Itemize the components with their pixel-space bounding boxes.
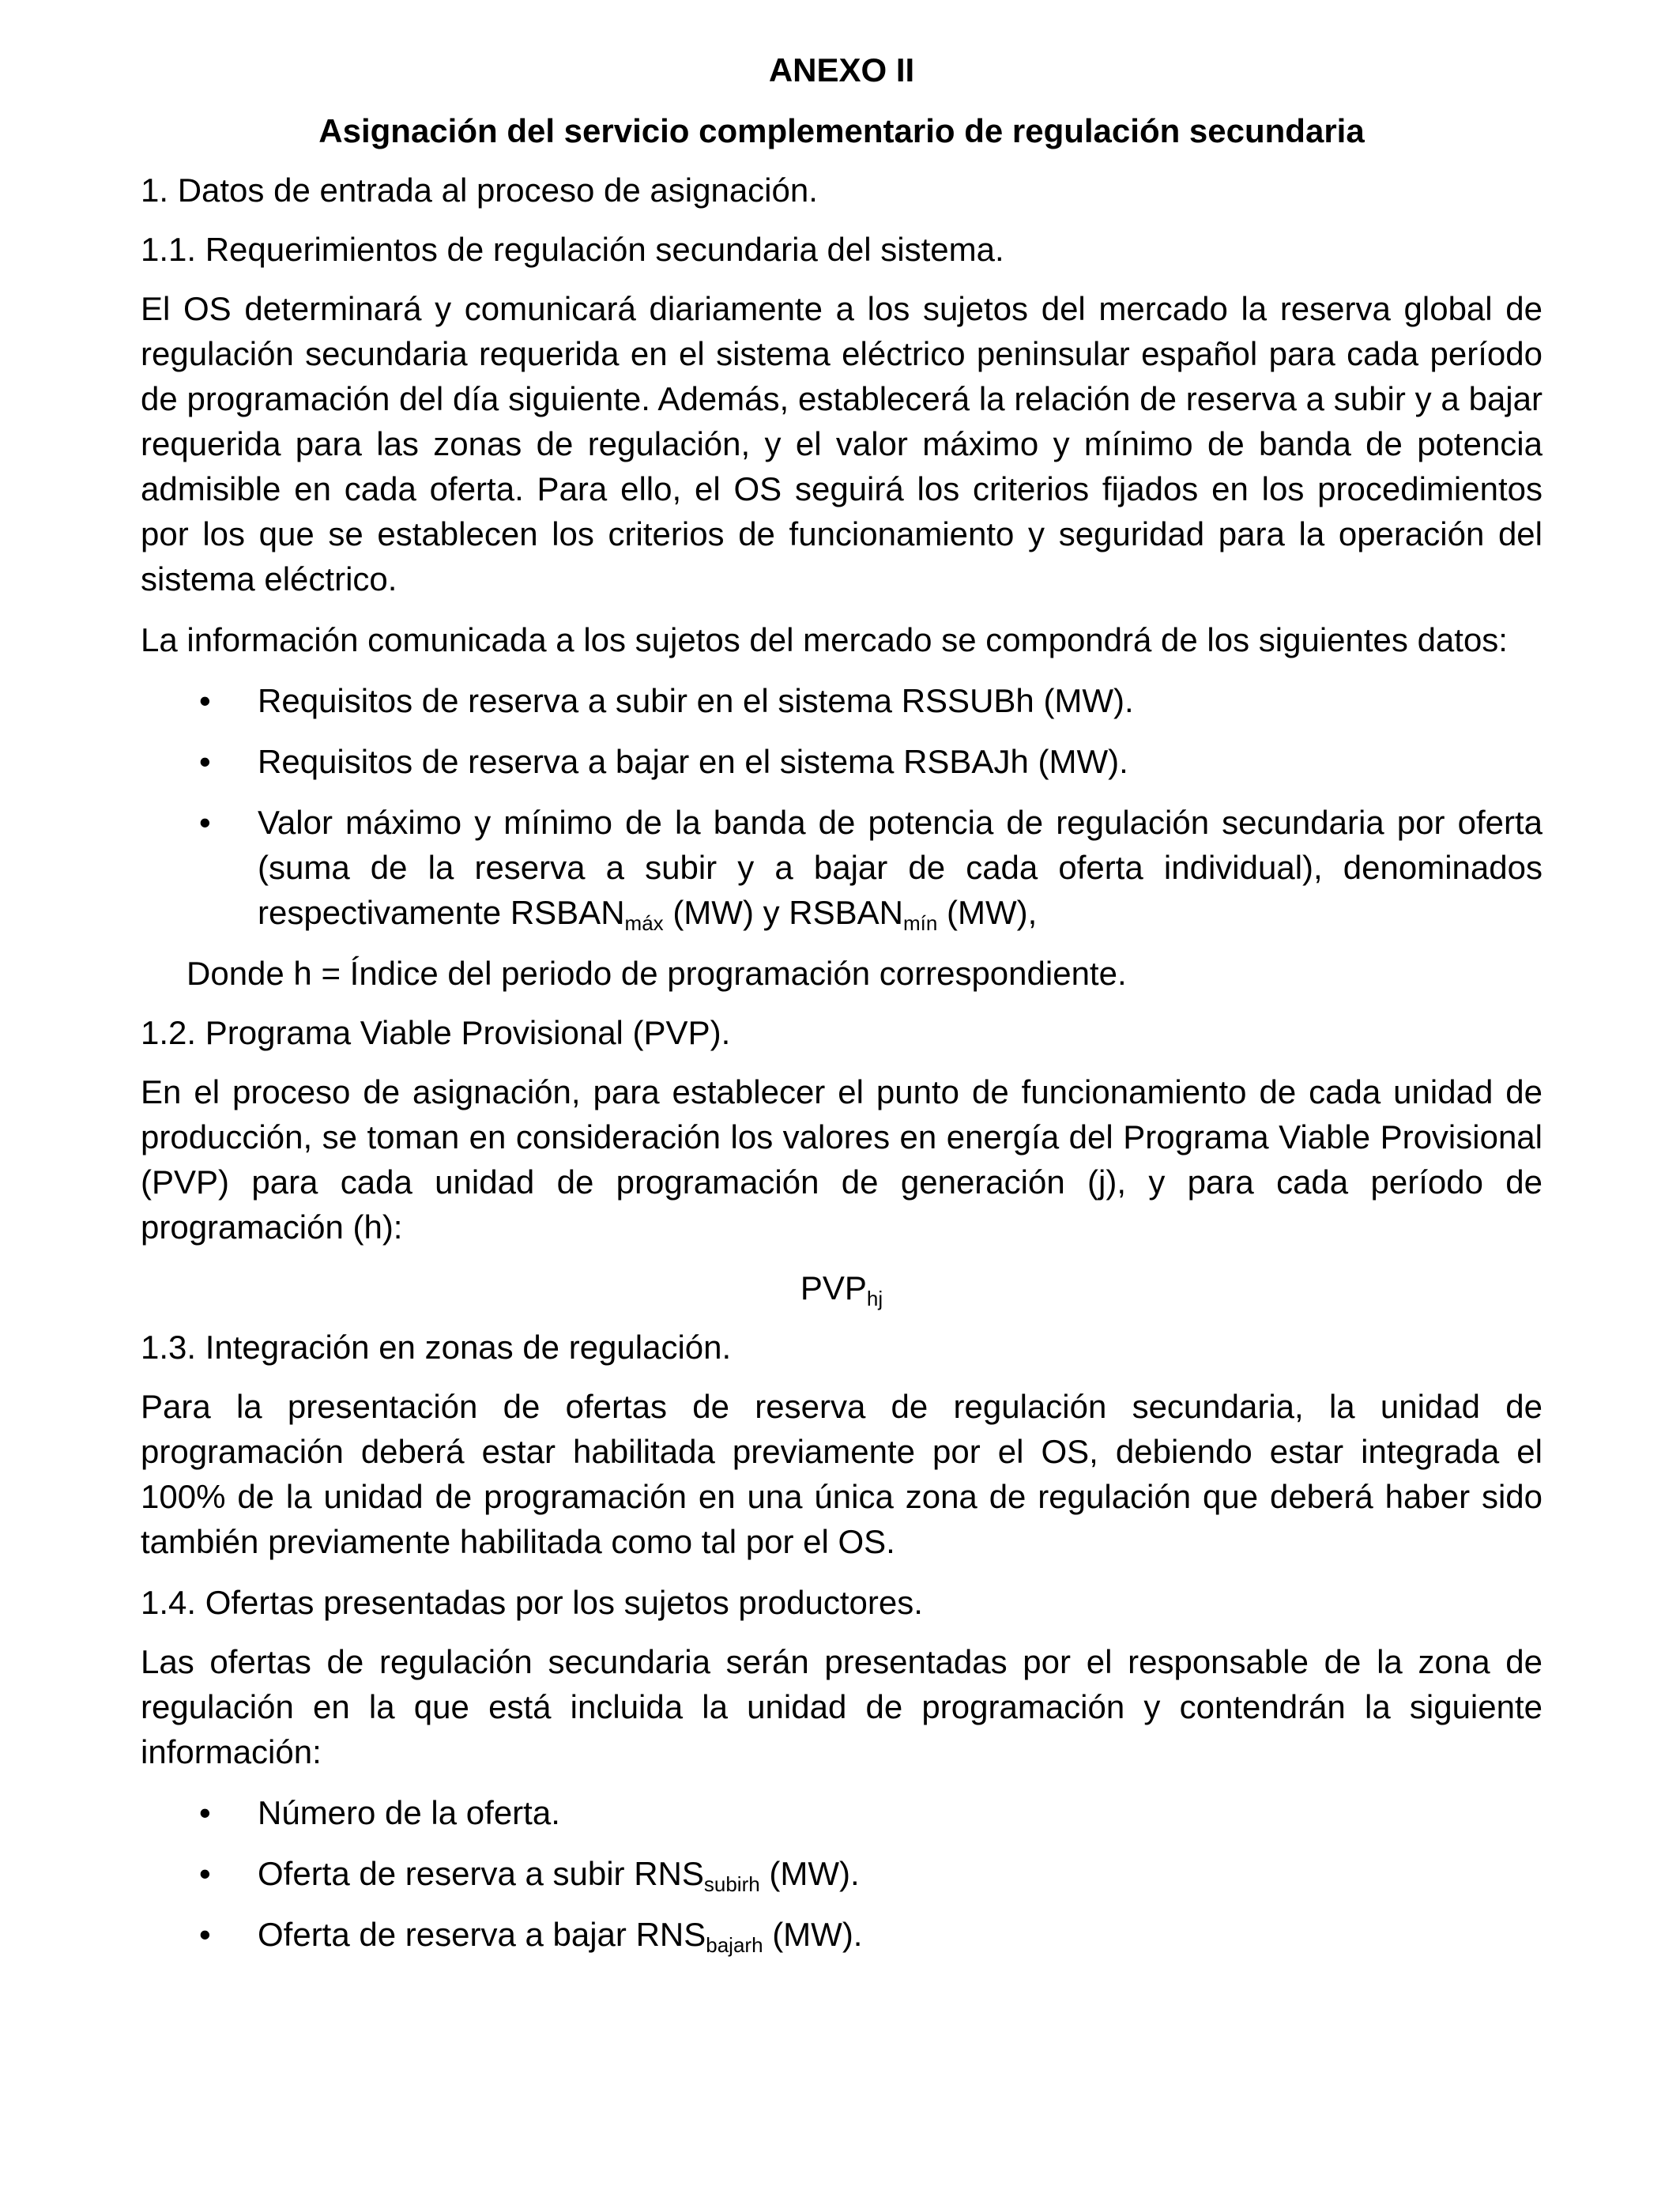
requirements-list	[141, 678, 1543, 935]
bullet-icon: •	[199, 743, 211, 780]
list-item	[141, 739, 1543, 784]
document-title: ANEXO II	[768, 51, 915, 89]
list-item	[141, 678, 1543, 723]
offer-contents-list	[141, 1790, 1543, 1957]
bullet-icon: •	[199, 1916, 211, 1953]
section-heading-1-1: 1.1. Requerimientos de regulación secundaria del sistema.	[141, 231, 1004, 268]
paragraph-offers: Las ofertas de regulación secundaria serán presentadas por el responsable de la zona de regulación en la que está incluida la unidad de programación y contendrán la siguiente información:	[141, 1643, 1543, 1770]
list-item	[141, 1790, 1543, 1835]
formula-base: PVP	[800, 1269, 867, 1306]
bullet-icon: •	[199, 804, 211, 841]
formula-subscript: hj	[866, 1287, 883, 1310]
list-item-text: Requisitos de reserva a bajar en el sistema RSBAJh (MW).	[258, 743, 1128, 780]
list-item-text-b: (MW).	[759, 1855, 860, 1892]
document-page	[141, 47, 1543, 1973]
section-heading-1: 1. Datos de entrada al proceso de asignación.	[141, 172, 818, 209]
section-heading-1-2: 1.2. Programa Viable Provisional (PVP).	[141, 1014, 731, 1051]
list-item-text-b: (MW).	[763, 1916, 863, 1953]
bullet-icon: •	[199, 682, 211, 719]
paragraph-information-communicated: La información comunicada a los sujetos del mercado se compondrá de los siguientes datos:	[141, 621, 1508, 658]
bullet-icon: •	[199, 1855, 211, 1892]
section-heading-1-4: 1.4. Ofertas presentadas por los sujetos productores.	[141, 1584, 923, 1621]
list-item	[141, 1851, 1543, 1896]
subscript-max: máx	[624, 911, 664, 935]
list-item	[141, 800, 1543, 935]
list-item-text-c: (MW),	[937, 894, 1038, 931]
paragraph-regulation-zones: Para la presentación de ofertas de reserva de regulación secundaria, la unidad de programación deberá estar habilitada previamente por el OS, debiendo estar integrada el 100% de la unidad de programación en una única zona de regulación que deberá haber sido también previamente habilitada como tal por el OS.	[141, 1388, 1543, 1560]
paragraph-pvp: En el proceso de asignación, para establecer el punto de funcionamiento de cada unidad de producción, se toman en consideración los valores en energía del Programa Viable Provisional (PVP) para cada unidad de programación de generación (j), y para cada período de programación (h):	[141, 1073, 1543, 1246]
subscript-bajar: bajarh	[706, 1933, 763, 1957]
list-item-text-a: Oferta de reserva a subir RNS	[258, 1855, 704, 1892]
index-note: Donde h = Índice del periodo de programación correspondiente.	[186, 955, 1127, 992]
paragraph-reserve-requirements: El OS determinará y comunicará diariamente a los sujetos del mercado la reserva global de regulación secundaria requerida en el sistema eléctrico peninsular español para cada período de programación del día siguiente. Además, establecerá la relación de reserva a subir y a bajar requerida para las zonas de regulación, y el valor máximo y mínimo de banda de potencia admisible en cada oferta. Para ello, el OS seguirá los criterios fijados en los procedimientos por los que se establecen los criterios de funcionamiento y seguridad para la operación del sistema eléctrico.	[141, 290, 1543, 598]
subscript-min: mín	[902, 911, 938, 935]
list-item	[141, 1912, 1543, 1957]
section-heading-1-3: 1.3. Integración en zonas de regulación.	[141, 1329, 732, 1366]
list-item-text: Número de la oferta.	[258, 1794, 560, 1831]
list-item-text-a: Valor máximo y mínimo de la banda de potencia de regulación secundaria por oferta (suma de la reserva a subir y a bajar de cada oferta individual), denominados respectivamente RSBAN	[258, 804, 1543, 931]
list-item-text: Requisitos de reserva a subir en el sistema RSSUBh (MW).	[258, 682, 1134, 719]
subscript-subir: subirh	[703, 1872, 760, 1896]
document-subtitle: Asignación del servicio complementario de regulación secundaria	[318, 112, 1365, 149]
formula-pvp	[141, 1265, 1543, 1310]
list-item-text-b: (MW) y RSBAN	[663, 894, 903, 931]
bullet-icon: •	[199, 1794, 211, 1831]
list-item-text-a: Oferta de reserva a bajar RNS	[258, 1916, 706, 1953]
